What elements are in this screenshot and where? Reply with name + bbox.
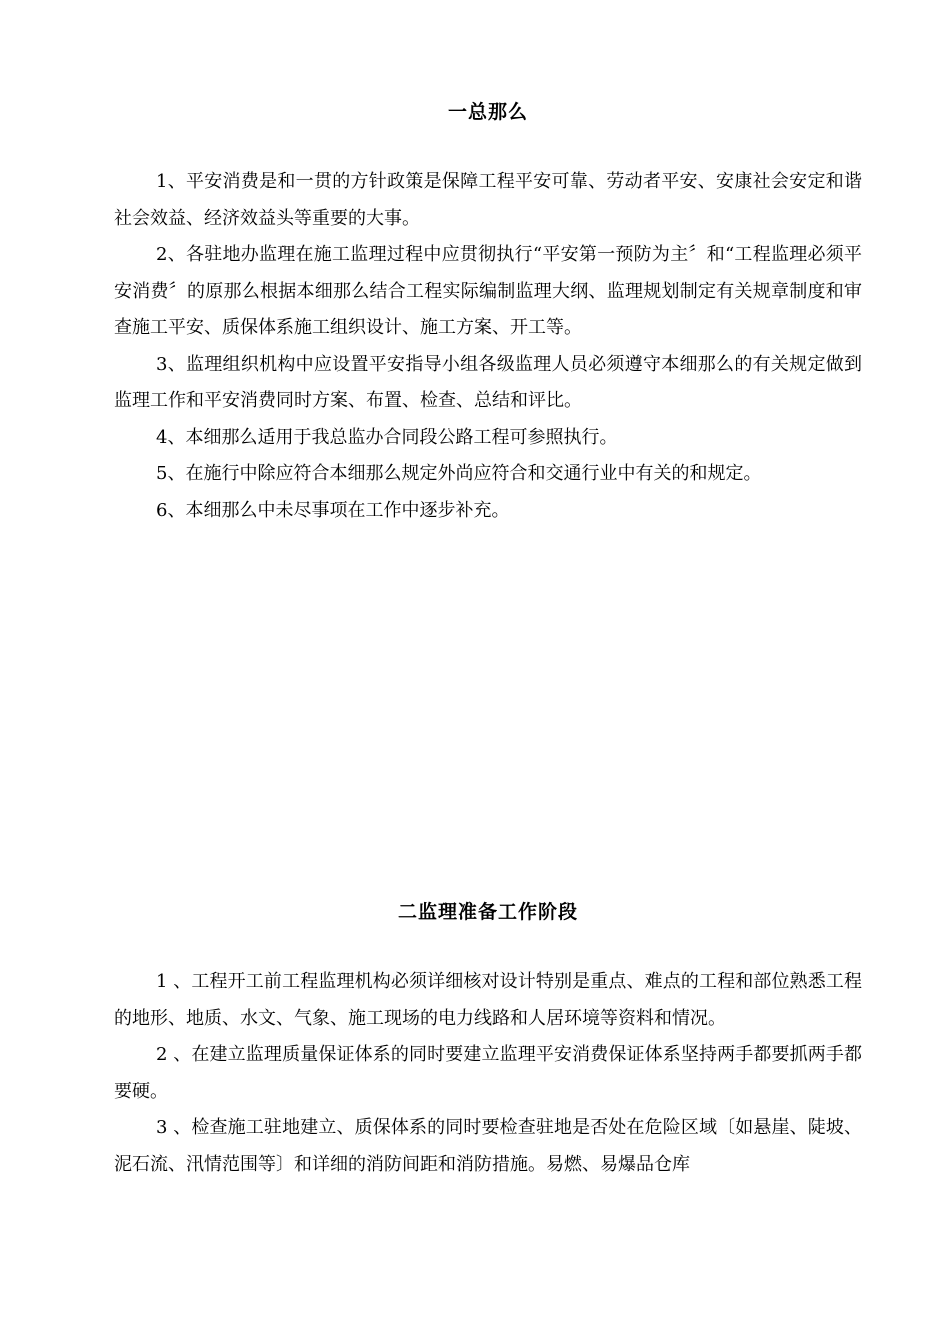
paragraph: 6、本细那么中未尽事项在工作中逐步补充。 xyxy=(156,499,510,521)
section-general-principles xyxy=(114,96,862,529)
section-heading: 二监理准备工作阶段 xyxy=(397,901,578,923)
paragraph: 4、本细那么适用于我总监办合同段公路工程可参照执行。 xyxy=(156,426,618,448)
paragraph: 1、平安消费是和一贯的方针政策是保障工程平安可靠、劳动者平安、安康社会安定和谐社会效益、经济效益头等重要的大事。 xyxy=(114,171,862,229)
paragraph: 3 、检查施工驻地建立、质保体系的同时要检查驻地是否处在危险区域〔如悬崖、陡坡、泥石流、汛情范围等〕和详细的消防间距和消防措施。易燃、易爆品仓库 xyxy=(114,1117,862,1175)
section-preparation-stage xyxy=(114,896,862,1183)
section-body xyxy=(114,964,862,1183)
paragraph: 2、各驻地办监理在施工监理过程中应贯彻执行“平安第一预防为主〞和“工程监理必须平安消费〞的原那么根据本细那么结合工程实际编制监理大纲、监理规划制定有关规章制度和审查施工平安、质保体系施工组织设计、施工方案、开工等。 xyxy=(114,244,862,338)
paragraph: 3、监理组织机构中应设置平安指导小组各级监理人员必须遵守本细那么的有关规定做到监理工作和平安消费同时方案、布置、检查、总结和评比。 xyxy=(114,353,862,411)
section-body xyxy=(114,164,862,529)
paragraph: 1 、工程开工前工程监理机构必须详细核对设计特别是重点、难点的工程和部位熟悉工程的地形、地质、水文、气象、施工现场的电力线路和人居环境等资料和情况。 xyxy=(114,971,862,1029)
paragraph: 5、在施行中除应符合本细那么规定外尚应符合和交通行业中有关的和规定。 xyxy=(156,463,762,484)
paragraph: 2 、在建立监理质量保证体系的同时要建立监理平安消费保证体系坚持两手都要抓两手都要硬。 xyxy=(114,1044,862,1102)
section-heading: 一总那么 xyxy=(447,101,528,123)
